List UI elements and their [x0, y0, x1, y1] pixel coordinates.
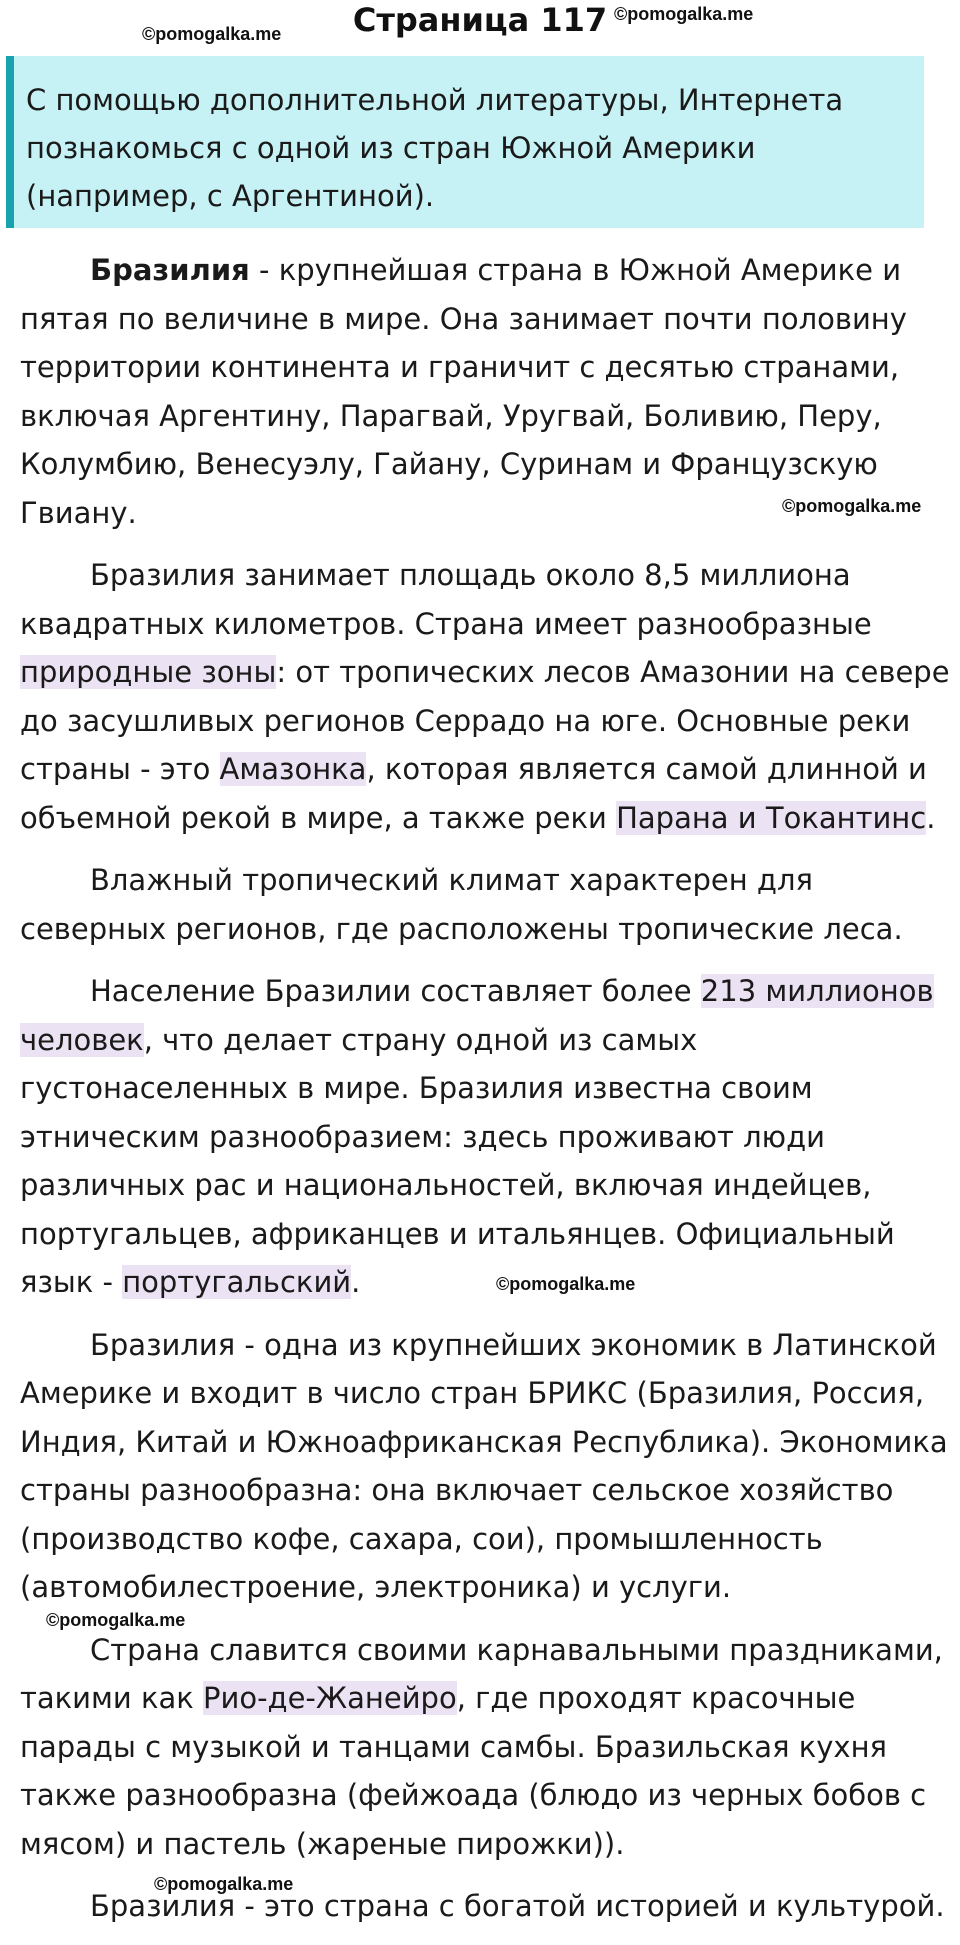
task-text: С помощью дополнительной литературы, Интернета познакомься с одной из стран Южной Америки (например, с Аргентиной). — [26, 83, 844, 213]
paragraph-4 — [20, 967, 952, 1307]
paragraph-1 — [20, 246, 952, 537]
bold-term: Бразилия — [90, 253, 250, 287]
watermark: ©pomogalka.me — [614, 4, 754, 24]
text: Страна славится своими карнавальными праздниками, такими как — [20, 1632, 943, 1715]
text: , что делает страну одной из самых густонаселенных в мире. Бразилия известна своим этническим разнообразием: здесь проживают люди различных рас и национальностей, включая индейцев, португальцев, африканцев и итальянцев. Официальный язык - — [20, 1022, 895, 1299]
text: Влажный тропический климат характерен для северных регионов, где расположены тропические леса. — [20, 863, 903, 946]
paragraph-3 — [20, 856, 952, 953]
watermark: ©pomogalka.me — [782, 496, 922, 516]
text: - крупнейшая страна в Южной Америке и пятая по величине в мире. Она занимает почти половину территории континента и граничит с десятью странами, включая Аргентину, Парагвай, Уругвай, Боливию, Перу, Колумбию, Венесуэлу, Гайану, Суринам и Французскую Гвиану. — [20, 253, 907, 530]
page-title: Страница 117 — [352, 1, 608, 39]
highlight: Парана и Токантинс — [616, 800, 927, 835]
text: : от тропических лесов Амазонии на севере до засушливых регионов Серрадо на юге. Основные реки страны - это — [20, 655, 950, 786]
watermark: ©pomogalka.me — [154, 1874, 294, 1894]
text: . — [926, 800, 936, 835]
text: , где проходят красочные парады с музыкой и танцами самбы. Бразильская кухня также разнообразна (фейжоада (блюдо из черных бобов с мясом) и пастель (жареные пирожки)). — [20, 1681, 927, 1861]
paragraph-2 — [20, 551, 952, 842]
highlight: природные зоны — [20, 655, 277, 689]
highlight: португальский — [122, 1265, 352, 1299]
watermark: ©pomogalka.me — [46, 1610, 186, 1630]
highlight: Рио-де-Жанейро — [203, 1681, 457, 1715]
task-box — [6, 56, 924, 228]
text: Бразилия - одна из крупнейших экономик в Латинской Америке и входит в число стран БРИКС (Бразилия, Россия, Индия, Китай и Южноафриканская Республика). Экономика страны разнообразна: она включает сельское хозяйство (производство кофе, сахара, сои), промышленность (автомобилестроение, электроника) и услуги. — [20, 1327, 948, 1604]
text: , которая является самой длинной и объемной рекой в мире, а также реки — [20, 752, 927, 835]
text: . — [351, 1265, 361, 1299]
paragraph-5 — [20, 1321, 952, 1612]
paragraph-6 — [20, 1626, 952, 1869]
text: Население Бразилии составляет более — [90, 974, 701, 1008]
highlight: Амазонка — [219, 752, 367, 786]
highlight: 213 миллионов человек — [20, 974, 934, 1057]
watermark: ©pomogalka.me — [496, 1274, 636, 1294]
text: Бразилия занимает площадь около 8,5 миллиона квадратных километров. Страна имеет разнообразные — [20, 558, 872, 641]
text: Бразилия - это страна с богатой историей и культурой. — [90, 1889, 945, 1923]
watermark: ©pomogalka.me — [142, 24, 282, 44]
